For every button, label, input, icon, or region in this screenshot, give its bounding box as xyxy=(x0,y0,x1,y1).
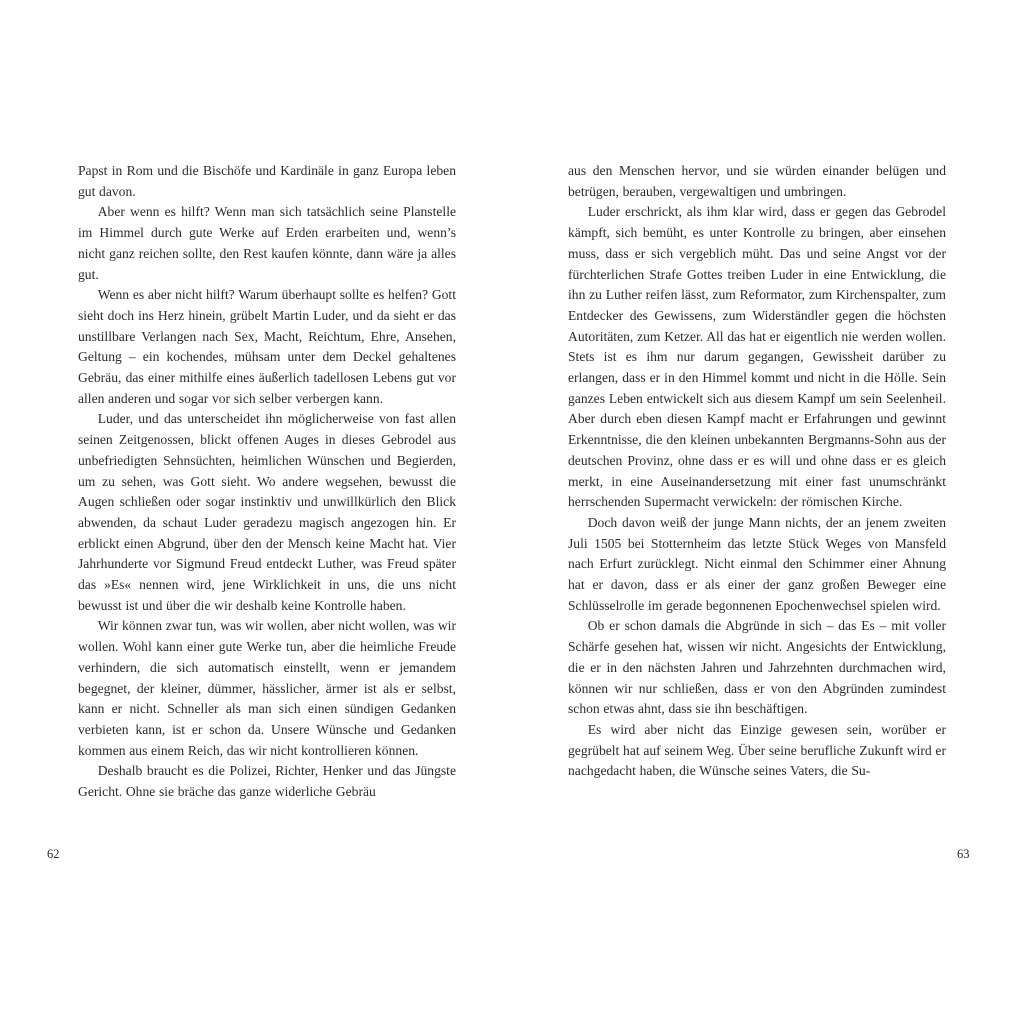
page-number-right: 63 xyxy=(957,847,970,861)
paragraph: Wir können zwar tun, was wir wollen, aber nicht wollen, was wir wollen. Wohl kann einer gute Werke tun, aber die heimliche Freude verhindern, die sich automatisch einstellt, wenn er jemandem begegnet, der kleiner, dümmer, hässlicher, ärmer ist als er selbst, kann er nicht. Schneller als man sich einen sündigen Gedanken verbieten kann, ist er schon da. Unsere Wünsche und Gedanken kommen aus einem Reich, das wir nicht kontrollieren können. xyxy=(78,618,456,758)
paragraph: Es wird aber nicht das Einzige gewesen sein, worüber er gegrübelt hat auf seinem Weg. Über seine berufliche Zukunft wird er nachgedacht haben, die Wünsche seines Vaters, die Su- xyxy=(568,721,946,779)
paragraph: Luder, und das unterscheidet ihn möglicherweise von fast allen seinen Zeitgenossen, blickt offenen Auges in dieses Gebrodel aus unbefriedigten Sehnsüchten, heimlichen Wünschen und Begierden, um zu sehen, was Gott sieht. Wo andere wegsehen, bewusst die Augen schließen oder sogar instinktiv und unwillkürlich den Blick abwenden, da schaut Luder geradezu magisch angezogen hin. Er erblickt einen Abgrund, über den der Mensch keine Macht hat. Vier Jahrhunderte vor Sigmund Freud entdeckt Luther, was Freud später das »Es« nennen wird, jene Wirklichkeit in uns, die uns nicht bewusst ist und über die wir deshalb keine Kontrolle haben. xyxy=(78,411,456,613)
paragraph: aus den Menschen hervor, und sie würden einander belügen und betrügen, berauben, vergewaltigen und umbringen. xyxy=(568,163,946,199)
paragraph: Ob er schon damals die Abgründe in sich – das Es – mit voller Schärfe gesehen hat, wissen wir nicht. Angesichts der Entwicklung, die er in den nächsten Jahren und Jahrzehnten durchmachen wird, können wir nur schließen, dass er von den Abgründen zumindest schon etwas ahnt, dass sie ihn beschäftigen. xyxy=(568,618,946,717)
paragraph: Luder erschrickt, als ihm klar wird, dass er gegen das Gebrodel kämpft, sich bemüht, es unter Kontrolle zu bringen, aber einsehen muss, dass er sich vergeblich müht. Das und seine Angst vor der fürchterlichen Strafe Gottes treiben Luder in eine Entwicklung, die ihn zu Luther reifen lässt, zum Reformator, zum Kirchenspalter, zum Entdecker des Gewissens, zum Widerständler gegen die höchsten Autoritäten, zum Ketzer. All das hat er eigentlich nie werden wollen. Stets ist es ihm nur darum gegangen, Gewissheit darüber zu erlangen, dass er in den Himmel kommt und nicht in die Hölle. Sein ganzes Leben entwickelt sich aus diesem Kampf um sein Seelenheil. Aber durch eben diesen Kampf macht er Erfahrungen und gewinnt Erkenntnisse, die den kleinen unbekannten Bergmanns-Sohn aus der deutschen Provinz, ohne dass er es will und ohne dass er es gleich merkt, in eine Auseinandersetzung mit einer fast unumschränkt herrschenden Supermacht verwickeln: der römischen Kirche. xyxy=(568,204,946,510)
paragraph: Aber wenn es hilft? Wenn man sich tatsächlich seine Planstelle im Himmel durch gute Werke auf Erden erarbeiten und, wenn’s nicht ganz reichen sollte, den Rest kaufen könnte, dann wäre ja alles gut. xyxy=(78,204,456,282)
page-right-text-column xyxy=(568,161,946,782)
page-left-text-column xyxy=(78,161,456,803)
paragraph: Doch davon weiß der junge Mann nichts, der an jenem zweiten Juli 1505 bei Stotternheim das letzte Stück Weges von Mansfeld nach Erfurt zurücklegt. Nicht einmal den Schimmer einer Ahnung hat er davon, dass er als einer der ganz großen Beweger eine Schlüsselrolle im gerade begonnenen Epochenwechsel spielen wird. xyxy=(568,514,946,613)
page-number-left: 62 xyxy=(47,847,60,861)
paragraph: Papst in Rom und die Bischöfe und Kardinäle in ganz Europa leben gut davon. xyxy=(78,163,456,199)
paragraph: Deshalb braucht es die Polizei, Richter, Henker und das Jüngste Gericht. Ohne sie bräche das ganze widerliche Gebräu xyxy=(78,763,456,800)
paragraph: Wenn es aber nicht hilft? Warum überhaupt sollte es helfen? Gott sieht doch ins Herz hinein, grübelt Martin Luder, und da sieht er das unstillbare Verlangen nach Sex, Macht, Reichtum, Ehre, Ansehen, Geltung – ein kochendes, mühsam unter dem Deckel gehaltenes Gebräu, das einer mithilfe eines äußerlich tadellosen Lebens gut vor allen anderen und sogar vor sich selber verbergen kann. xyxy=(78,287,456,406)
